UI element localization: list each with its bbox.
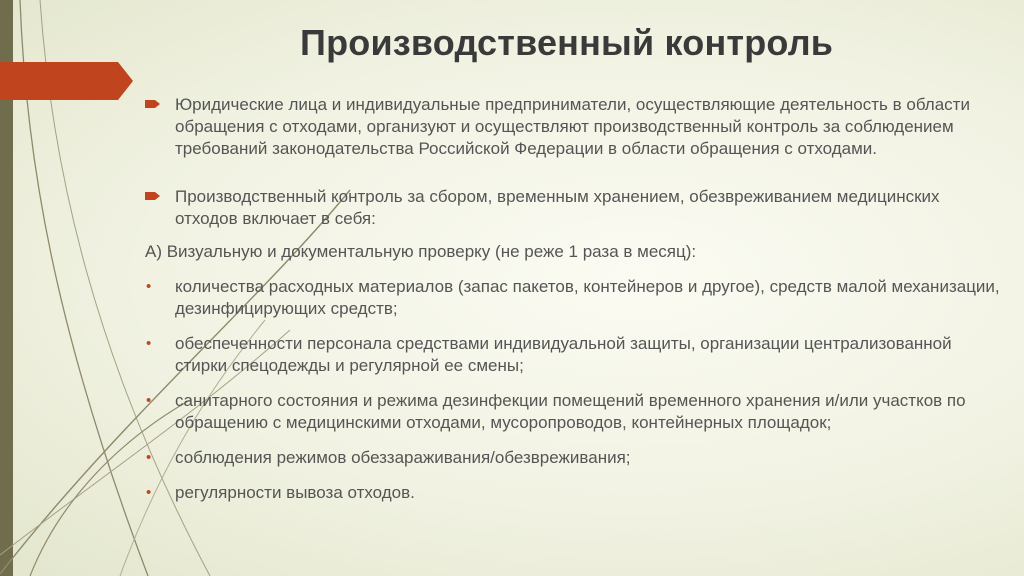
bullet-dot-icon: • — [146, 392, 152, 409]
paragraph-item — [145, 186, 1005, 230]
list-item-text: регулярности вывоза отходов. — [175, 483, 415, 502]
list-item — [145, 390, 1005, 434]
slide-title: Производственный контроль — [300, 22, 834, 63]
list-item — [145, 333, 1005, 377]
bullet-dot-icon: • — [146, 484, 152, 501]
arrow-bullet-icon — [145, 98, 161, 110]
bullet-dot-icon: • — [146, 449, 152, 466]
list-item-text: количества расходных материалов (запас пакетов, контейнеров и другое), средств малой механизации, дезинфицирующих средств; — [175, 277, 1000, 318]
slide-content — [145, 94, 1005, 504]
list-item — [145, 482, 1005, 504]
sidebar-strip — [0, 0, 13, 576]
arrow-bullet-icon — [145, 190, 161, 202]
bullet-dot-icon: • — [146, 335, 152, 352]
list-item-text: соблюдения режимов обеззараживания/обезвреживания; — [175, 448, 631, 467]
list-item-text: санитарного состояния и режима дезинфекции помещений временного хранения и/или участков по обращению с медицинскими отходами, мусоропроводов, контейнерных площадок; — [175, 391, 966, 432]
subheading: А) Визуальную и документальную проверку (не реже 1 раза в месяц): — [145, 242, 697, 261]
paragraph-text: Юридические лица и индивидуальные предприниматели, осуществляющие деятельность в области обращения с отходами, организуют и осуществляют производственный контроль за соблюдением требований законодательства Российской Федерации в области обращения с отходами. — [175, 95, 970, 158]
list-item-text: обеспеченности персонала средствами индивидуальной защиты, организации централизованной стирки спецодежды и регулярной ее смены; — [175, 334, 952, 375]
paragraph-text: Производственный контроль за сбором, временным хранением, обезвреживанием медицинских отходов включает в себя: — [175, 187, 940, 228]
bullet-dot-icon: • — [146, 278, 152, 295]
list-item — [145, 447, 1005, 469]
list-item — [145, 276, 1005, 320]
paragraph-item — [145, 94, 1005, 160]
